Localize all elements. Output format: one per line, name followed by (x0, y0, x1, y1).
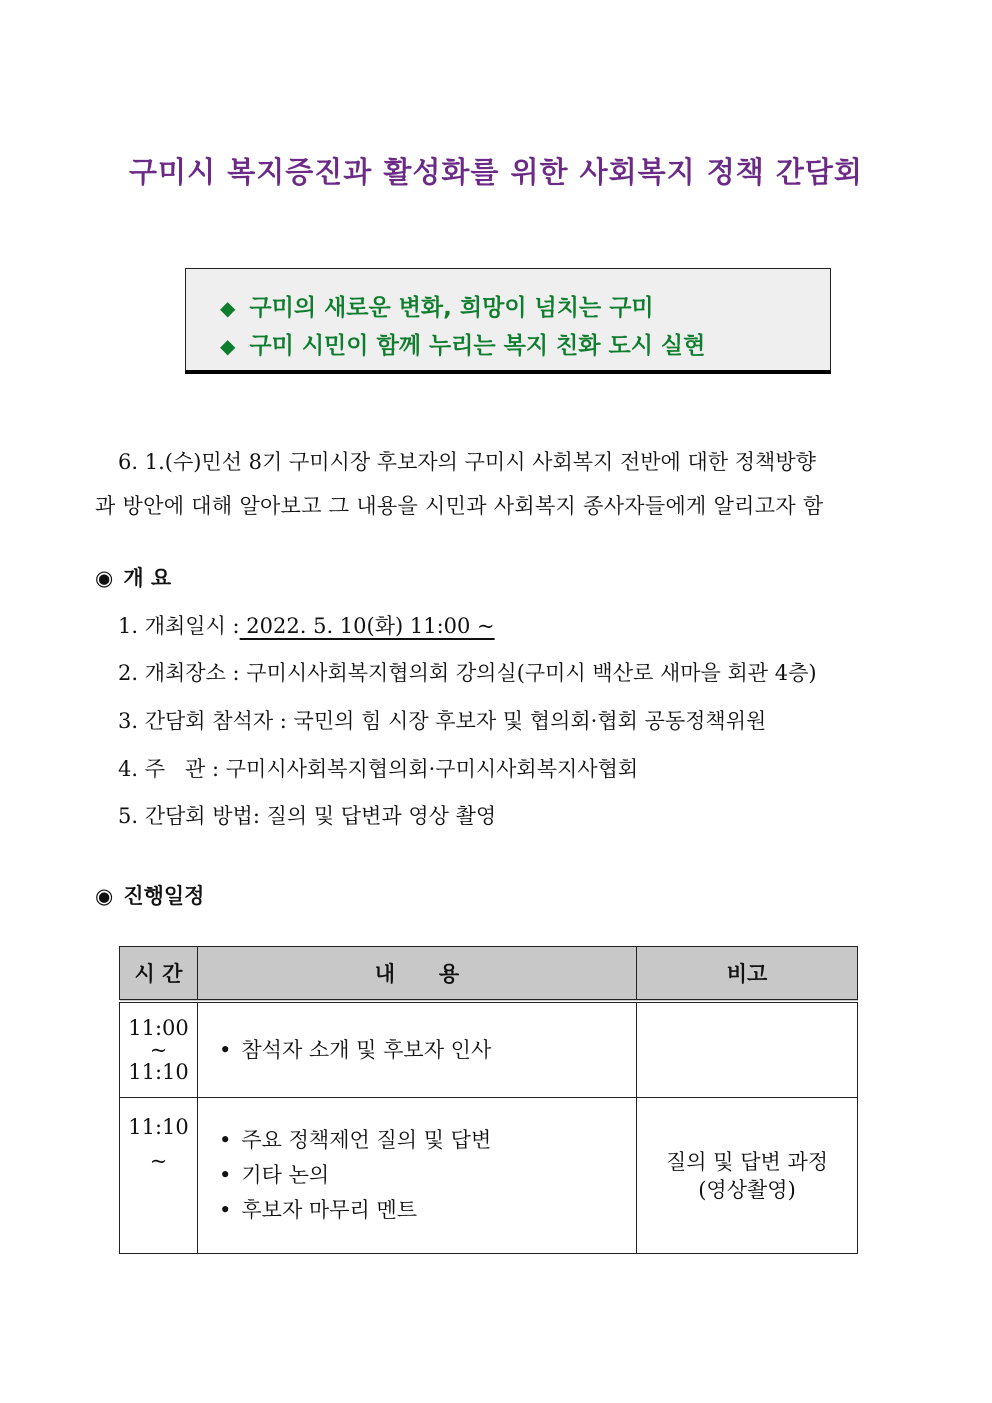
column-header-time: 시 간 (120, 947, 198, 1002)
diamond-bullet-icon: ◆ (220, 334, 236, 358)
item-value: 질의 및 답변과 영상 촬영 (266, 804, 497, 828)
section-heading-text: 개 요 (123, 565, 172, 590)
list-item: • 참석자 소개 및 후보자 인사 (219, 1033, 635, 1068)
item-label: 3. 간담회 참석자 : (118, 709, 287, 733)
intro-line: 과 방안에 대해 알아보고 그 내용을 시민과 사회복지 종사자들에게 알리고자 함 (95, 494, 824, 518)
time-cell (120, 1098, 198, 1254)
slogan-text: 구미의 새로운 변화, 희망이 넘치는 구미 (249, 295, 654, 321)
time-start: 11:10 (128, 1115, 189, 1139)
time-separator: ~ (149, 1038, 168, 1062)
intro-paragraph (95, 440, 900, 528)
overview-item-date (118, 610, 495, 640)
note-line: (영상촬영) (698, 1177, 796, 1202)
fisheye-icon: ◉ (95, 566, 114, 590)
content-list (199, 1123, 635, 1228)
table-row (120, 1001, 858, 1098)
list-item: • 주요 정책제언 질의 및 답변 (219, 1123, 635, 1158)
content-cell (198, 1001, 637, 1098)
item-label: 4. 주 관 : (118, 757, 220, 781)
item-label: 1. 개최일시 : (118, 614, 240, 638)
item-label: 5. 간담회 방법: (118, 804, 260, 828)
item-label: 2. 개최장소 : (118, 661, 240, 685)
intro-line: 6. 1.(수)민선 8기 구미시장 후보자의 구미시 사회복지 전반에 대한 정책방향 (118, 450, 816, 474)
document-title: 구미시 복지증진과 활성화를 위한 사회복지 정책 간담회 (129, 155, 863, 189)
table-row (120, 1098, 858, 1254)
section-heading-text: 진행일정 (123, 883, 205, 908)
item-value: 국민의 힘 시장 후보자 및 협의회·협회 공동정책위원 (293, 709, 767, 733)
column-header-note: 비고 (637, 947, 858, 1002)
fisheye-icon: ◉ (95, 884, 114, 908)
section-heading-overview (95, 562, 171, 592)
section-heading-schedule (95, 880, 204, 910)
note-cell (637, 1001, 858, 1098)
time-cell (120, 1001, 198, 1098)
item-value: 구미시사회복지협의회 강의실(구미시 백산로 새마을 회관 4층) (246, 661, 817, 685)
overview-item-host (118, 753, 638, 783)
time-start: 11:00 (128, 1016, 189, 1040)
note-cell (637, 1098, 858, 1254)
content-cell (198, 1098, 637, 1254)
slogan-line (220, 289, 654, 322)
list-item: • 기타 논의 (219, 1158, 635, 1193)
overview-item-method (118, 800, 496, 830)
slogan-line (220, 327, 705, 360)
overview-item-attendees (118, 705, 766, 735)
slogan-text: 구미 시민이 함께 누리는 복지 친화 도시 실현 (249, 333, 706, 359)
slogan-box (185, 268, 831, 374)
item-value: 구미시사회복지협의회·구미시사회복지사협회 (225, 757, 639, 781)
table-header-row (120, 947, 858, 1002)
item-value: 2022. 5. 10(화) 11:00 ~ (239, 614, 495, 638)
overview-item-place (118, 657, 817, 687)
content-list (199, 1033, 635, 1068)
list-item: • 후보자 마무리 멘트 (219, 1193, 635, 1228)
time-end: 11:10 (128, 1060, 189, 1084)
diamond-bullet-icon: ◆ (220, 296, 236, 320)
column-header-content: 내 용 (198, 947, 637, 1002)
schedule-table (119, 946, 858, 1254)
time-separator: ~ (149, 1149, 168, 1173)
note-line: 질의 및 답변 과정 (665, 1149, 829, 1174)
